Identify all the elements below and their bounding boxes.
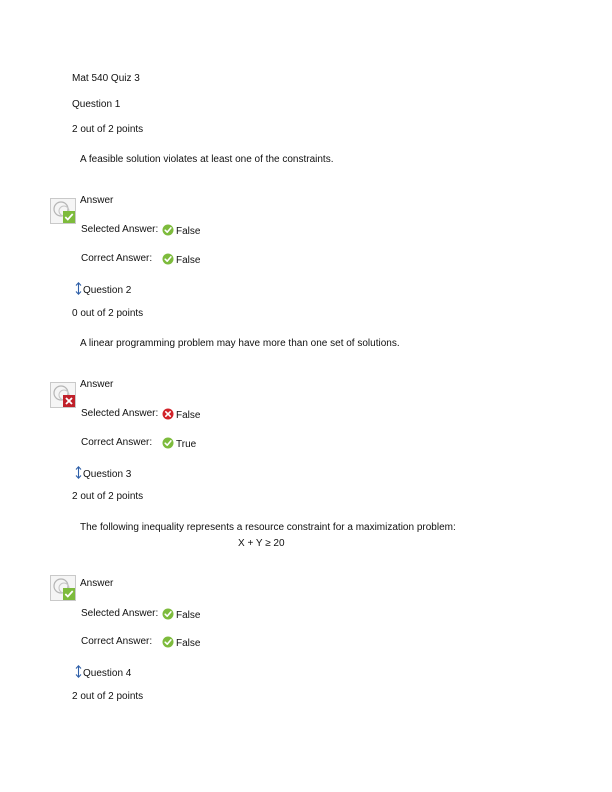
question-2-answer-heading: Answer	[80, 379, 114, 390]
incorrect-badge-icon	[50, 382, 76, 408]
question-3-label[interactable]	[75, 466, 131, 481]
check-circle-icon	[162, 608, 174, 620]
question-2-correct-answer	[162, 437, 196, 451]
up-down-arrow-icon[interactable]	[75, 282, 82, 295]
check-circle-icon	[162, 224, 174, 236]
question-3-expression: X + Y ≥ 20	[238, 538, 285, 549]
question-3-answer-heading: Answer	[80, 578, 114, 589]
question-1-score: 2 out of 2 points	[72, 124, 144, 135]
check-circle-icon	[162, 253, 174, 265]
question-2-selected-answer-label: Selected Answer:	[81, 408, 159, 419]
question-3-prompt: The following inequality represents a resource constraint for a maximization problem:	[80, 522, 456, 533]
question-4-score: 2 out of 2 points	[72, 691, 144, 702]
cross-circle-icon	[162, 408, 174, 420]
selected-answer-value: False	[176, 610, 201, 621]
correct-answer-value: False	[176, 255, 201, 266]
selected-answer-value: False	[176, 226, 201, 237]
question-3-correct-answer	[162, 636, 200, 650]
correct-badge-icon	[50, 575, 76, 601]
question-label-text: Question 3	[83, 469, 132, 480]
correct-answer-value: False	[176, 638, 201, 649]
correct-badge-icon	[50, 198, 76, 224]
question-4-label[interactable]	[75, 665, 131, 680]
question-3-correct-answer-label: Correct Answer:	[81, 636, 153, 647]
question-1-selected-answer-label: Selected Answer:	[81, 224, 159, 235]
question-1-correct-answer	[162, 253, 200, 267]
question-2-label[interactable]	[75, 282, 131, 297]
check-circle-icon	[162, 437, 174, 449]
question-1-label: Question 1	[72, 99, 121, 110]
question-1-answer-heading: Answer	[80, 195, 114, 206]
question-label-text: Question 4	[83, 668, 132, 679]
question-2-score: 0 out of 2 points	[72, 308, 144, 319]
question-3-selected-answer-label: Selected Answer:	[81, 608, 159, 619]
question-1-prompt: A feasible solution violates at least one of the constraints.	[80, 154, 334, 165]
up-down-arrow-icon[interactable]	[75, 665, 82, 678]
question-2-prompt: A linear programming problem may have more than one set of solutions.	[80, 338, 400, 349]
question-2-selected-answer	[162, 408, 200, 422]
check-circle-icon	[162, 636, 174, 648]
question-3-score: 2 out of 2 points	[72, 491, 144, 502]
question-3-selected-answer	[162, 608, 200, 622]
selected-answer-value: False	[176, 410, 201, 421]
question-1-correct-answer-label: Correct Answer:	[81, 253, 153, 264]
up-down-arrow-icon[interactable]	[75, 466, 82, 479]
quiz-title: Mat 540 Quiz 3	[72, 73, 140, 84]
question-2-correct-answer-label: Correct Answer:	[81, 437, 153, 448]
question-1-selected-answer	[162, 224, 200, 238]
question-label-text: Question 2	[83, 285, 132, 296]
correct-answer-value: True	[176, 439, 197, 450]
